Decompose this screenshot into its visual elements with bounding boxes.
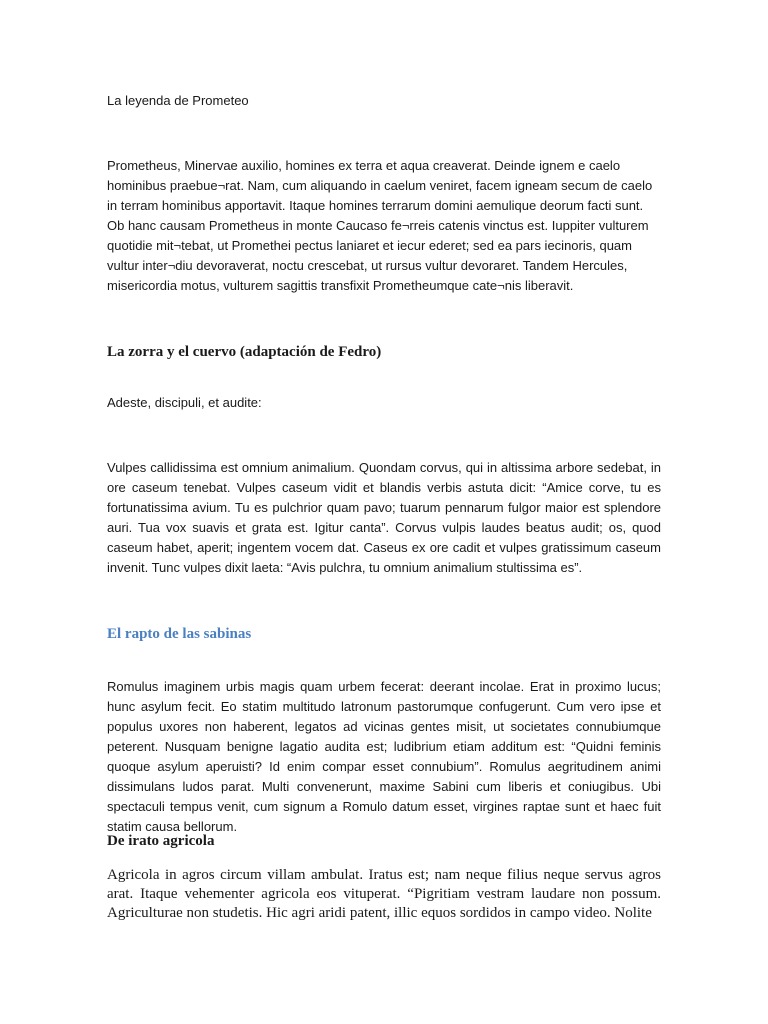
zorra-paragraph: Vulpes callidissima est omnium animalium. Quondam corvus, qui in altissima arbore sedebat, in ore caseum tenebat. Vulpes caseum vidit et blandis verbis astuta dicit: “Amice corve, tu es fortunatissima avium. Tu es pulchrior quam pavo; tuarum pennarum fulgor maior est splendore auri. Tua vox suavis et grata est. Igitur canta”. Corvus vulpis laudes beatus audit; os, quod caseum habet, aperit; ingentem vocem dat. Caseus ex ore cadit et vulpes gratissimum caseum invenit. Tunc vulpes dixit laeta: “Avis pulchra, tu omnium animalium stultissima es”. — [107, 460, 661, 575]
zorra-heading: La zorra y el cuervo (adaptación de Fedro) — [107, 344, 382, 360]
irato-paragraph: Agricola in agros circum villam ambulat. Iratus est; nam neque filius neque servus agros arat. Itaque vehementer agricola eos vituperat. “Pigritiam vestram laudare non possum. Agriculturae non studetis. Hic agri aridi patent, illic equos sordidos in campo video. Nolite — [107, 867, 661, 921]
irato-heading: De irato agricola — [107, 833, 215, 849]
adeste-line: Adeste, discipuli, et audite: — [107, 395, 262, 410]
document-title: La leyenda de Prometeo — [107, 93, 249, 108]
rapto-heading: El rapto de las sabinas — [107, 626, 252, 642]
prometeo-paragraph: Prometheus, Minervae auxilio, homines ex terra et aqua creaverat. Deinde ignem e caelo hominibus praebue¬rat. Nam, cum aliquando in caelum veniret, facem igneam secum de caelo in terram hominibus apportavit. Itaque homines terrarum domini aemulique deorum facti sunt. Ob hanc causam Prometheus in monte Caucaso fe¬rreis catenis vinctus est. Iuppiter vulturem quotidie mit¬tebat, ut Promethei pectus laniaret et iecur ederet; sed ea pars iecinoris, quam vultur inter¬diu devoraverat, noctu crescebat, ut rursus vultur devoraret. Tandem Hercules, misericordia motus, vulturem sagittis transfixit Prometheumque cate¬nis liberavit. — [107, 158, 653, 293]
rapto-paragraph: Romulus imaginem urbis magis quam urbem fecerat: deerant incolae. Erat in proximo lucus; hunc asylum fecit. Eo statim multitudo latronum pastorumque confugerunt. Cum vero ipse et populus uxores non haberent, legatos ad vicinas gentes misit, ut societates connubiumque peterent. Nusquam benigne lagatio audita est; ludibrium etiam additum est: “Quidni feminis quoque asylum aperuisti? Id enim compar esset connubium”. Romulus aegritudinem animi dissimulans ludos parat. Multi convenerunt, maxime Sabini cum liberis et coniugibus. Ubi spectaculi tempus venit, cum signum a Romulo datum esset, virgines raptae sunt et haec fuit statim causa bellorum. — [107, 679, 661, 834]
